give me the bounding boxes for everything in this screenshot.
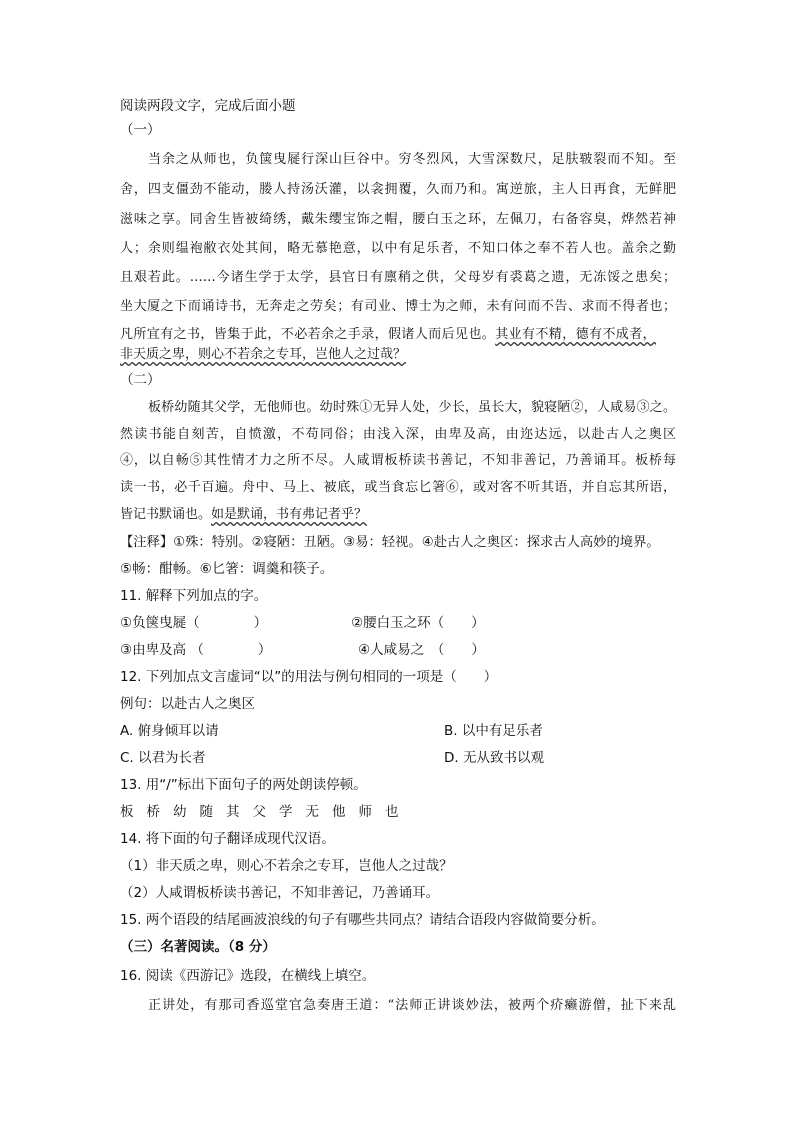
passage1-line-7 [120,325,676,345]
q16-passage-line-1: 正讲处，有那司香巡堂官急奏唐王道：“法师正讲谈妙法，被两个疥癞游僧，扯下来乱 [148,998,676,1013]
passage1-line-8 [120,345,406,365]
passage2-line-4: 读一书，必千百遍。舟中、马上、被底，或当食忘匕箸⑥，或对客不听其语，并自忘其所语， [120,480,676,495]
q14-stem: 14. 将下面的句子翻译成现代汉语。 [120,831,335,847]
passage1-line-7-text: 凡所宜有之书，皆集于此，不必若余之手录，假诸人而后见也。 [120,327,496,342]
passage2-line-2: 然读书能自刻苦，自愤激，不苟同俗；由浅入深，由卑及高，由迩达远，以赴古人之奥区 [120,427,676,442]
q11-item-3: ③由卑及高 （ ） [120,642,272,658]
q12-option-b: B. 以中有足乐者 [444,723,543,739]
passage1-heading: （一） [120,122,161,138]
q15-stem: 15. 两个语段的结尾画波浪线的句子有哪些共同点？请结合语段内容做简要分析。 [120,912,605,928]
passage1-line-4: 人；余则缊袍敝衣处其间，略无慕艳意，以中有足乐者，不知口体之奉不若人也。盖余之勤 [120,241,676,256]
passage2-line-5 [120,505,367,525]
passage1-line-6: 坐大厦之下而诵诗书，无奔走之劳矣；有司业、博士为之师，未有问而不告、求而不得者也； [120,299,676,314]
q13-sentence: 板桥幼随其父学无他师也 [120,804,412,820]
passage1-line-2: 舍，四支僵劲不能动，媵人持汤沃灌，以衾拥覆，久而乃和。寓逆旅，主人日再食，无鲜肥 [120,182,676,197]
notes-line-2: ⑤畅：酣畅。⑥匕箸：调羹和筷子。 [120,561,334,577]
q14-sentence-2: （2）人咸谓板桥读书善记，不知非善记，乃善诵耳。 [120,885,440,901]
wavy-sentence-1a: 其业有不精，德有不成者， [495,327,657,342]
passage1-line-3: 滋味之享。同舍生皆被绮绣，戴朱缨宝饰之帽，腰白玉之环，左佩刀，右备容臭，烨然若神 [120,212,676,227]
q12-option-c: C. 以君为长者 [120,750,206,766]
passage2-line-5-text: 皆记书默诵也。 [120,507,212,522]
q11-item-1: ①负箧曳屣（ ） [120,615,268,631]
section3-heading: （三）名著阅读。（8 分） [120,939,276,955]
reading-instruction: 阅读两段文字，完成后面小题 [120,98,296,114]
q11-item-2: ②腰白玉之环（ ） [351,615,485,631]
q11-stem: 11. 解释下列加点的字。 [120,588,268,604]
wavy-sentence-1b: 非天质之卑，则心不若余之专耳，岂他人之过哉？ [120,347,407,362]
q11-item-4: ④人咸易之 （ ） [358,642,485,658]
passage2-heading: （二） [120,372,161,388]
passage1-line-5: 且艰若此。……今诸生学于太学，县官日有廪稍之供，父母岁有裘葛之遗，无冻馁之患矣； [120,270,676,285]
q12-example: 例句：以赴古人之奥区 [120,696,255,712]
passage2-line-1: 板桥幼随其父学，无他师也。幼时殊①无异人处，少长，虽长大，貌寝陋②，人咸易③之。 [148,400,676,415]
notes-line-1: 【注释】①殊：特别。②寝陋：丑陋。③易：轻视。④赴古人之奥区：探求古人高妙的境界。 [120,535,660,550]
q12-option-a: A. 俯身倾耳以请 [120,723,219,739]
q14-sentence-1: （1）非天质之卑，则心不若余之专耳，岂他人之过哉？ [120,858,453,874]
wavy-sentence-2: 如是默诵，书有弗记者乎？ [211,507,368,522]
q16-stem: 16. 阅读《西游记》选段，在横线上填空。 [120,968,376,984]
q13-stem: 13. 用“/”标出下面句子的两处朗读停顿。 [120,777,367,793]
q12-stem: 12. 下列加点文言虚词“以”的用法与例句相同的一项是（ ） [120,669,498,685]
passage2-line-3: ④，以自畅⑤其性情才力之所不尽。人咸谓板桥读书善记，不知非善记，乃善诵耳。板桥每 [120,453,676,468]
passage1-line-1: 当余之从师也，负箧曳屣行深山巨谷中。穷冬烈风，大雪深数尺，足肤皲裂而不知。至 [148,152,676,167]
q12-option-d: D. 无从致书以观 [444,750,544,766]
